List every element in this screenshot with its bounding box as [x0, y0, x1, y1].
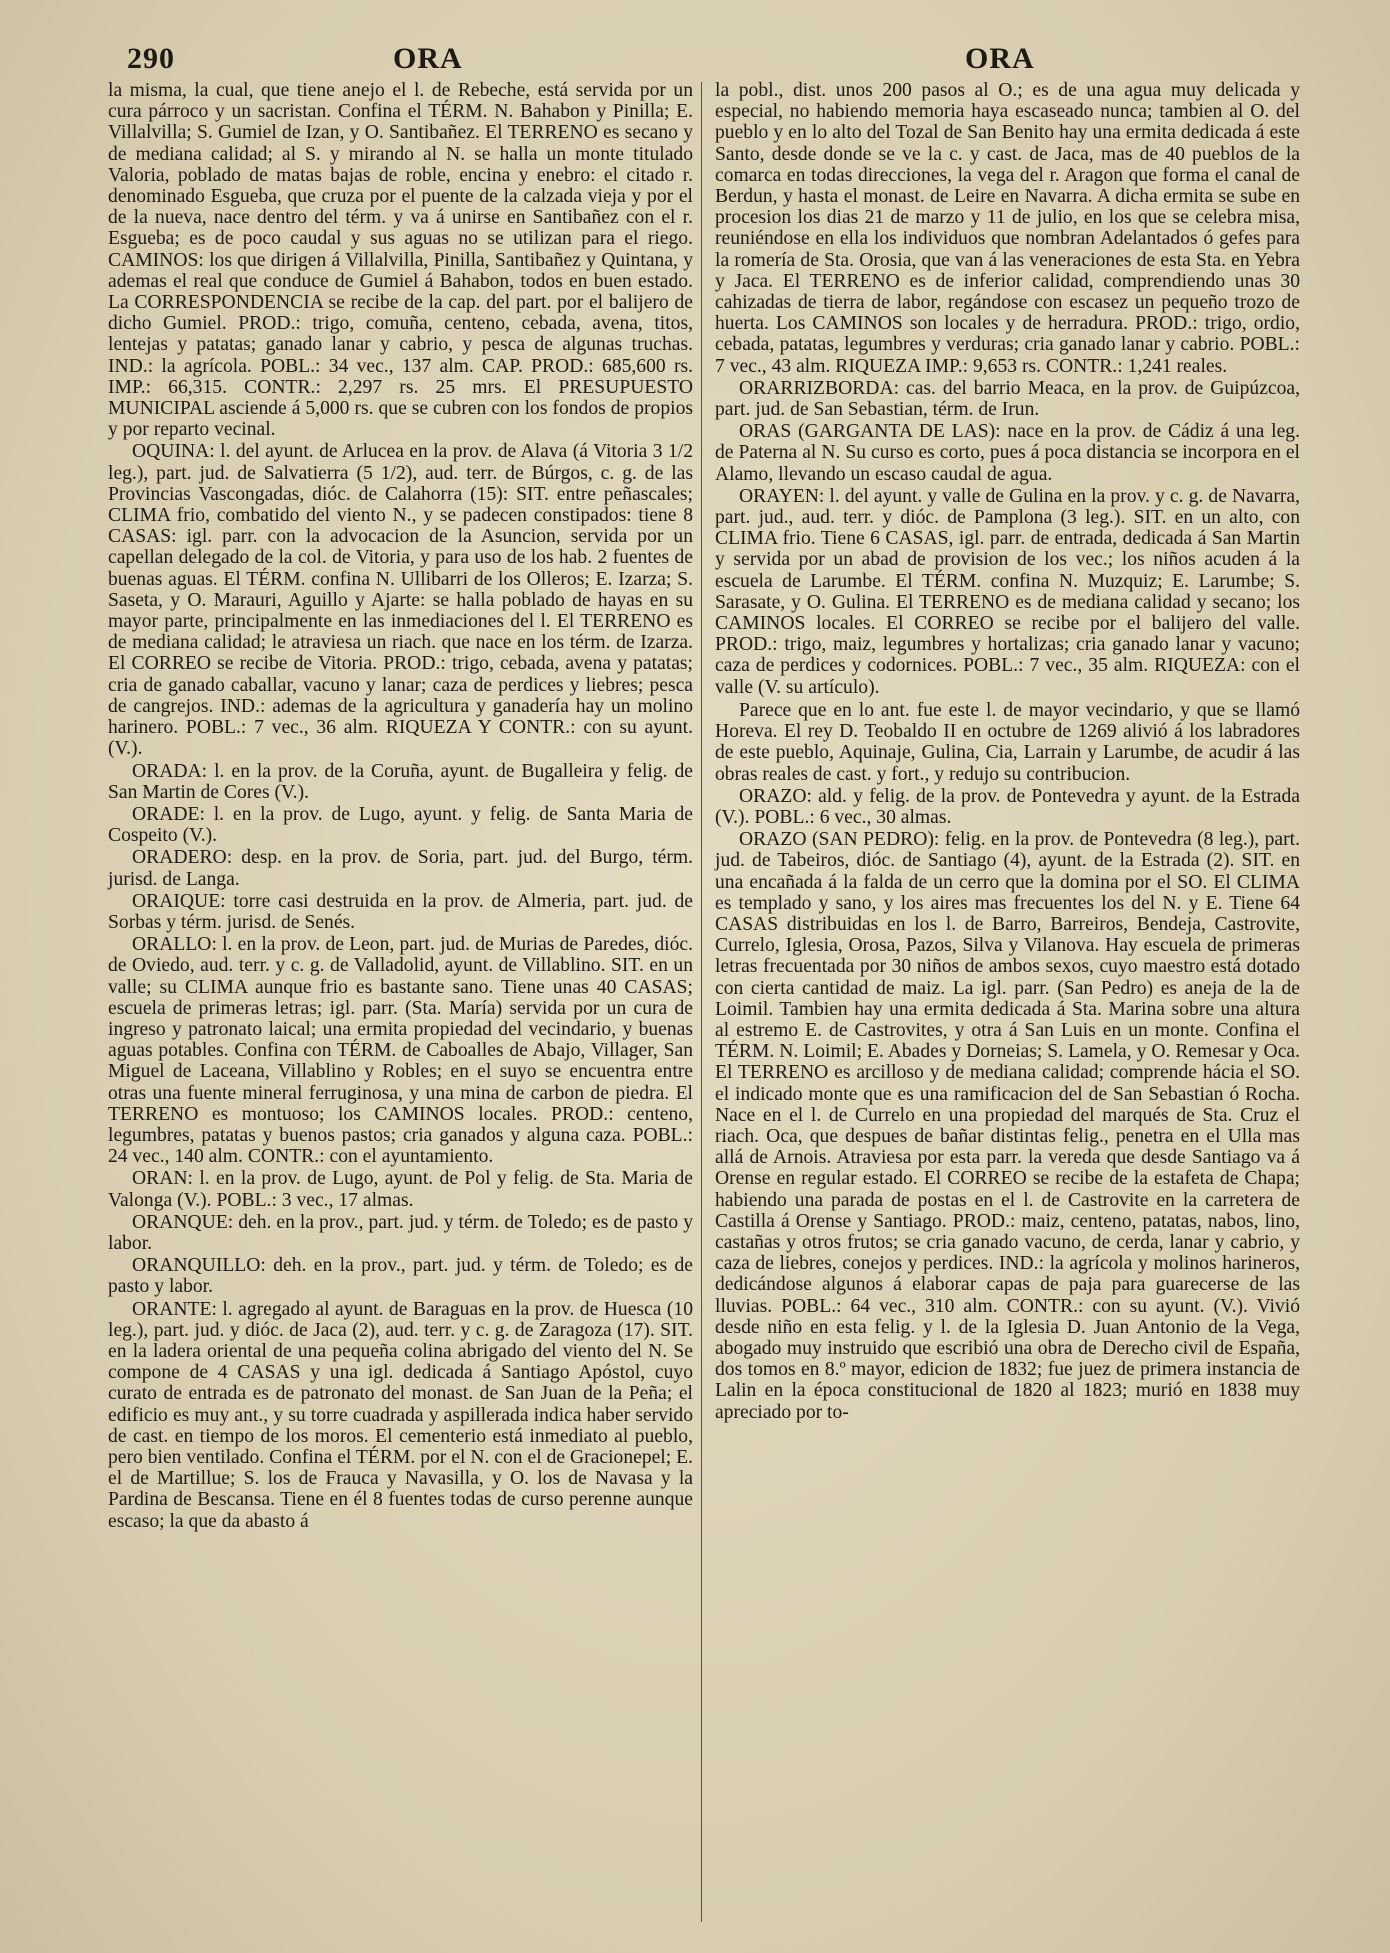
- right-column: [715, 80, 1300, 1424]
- entry-orade: ORADE: l. en la prov. de Lugo, ayunt. y felig. de Santa Maria de Cospeito (V.).: [108, 803, 693, 847]
- left-column: [108, 80, 693, 1533]
- running-header: [105, 42, 1310, 76]
- column-divider: [701, 82, 702, 1922]
- entry-oranquillo: ORANQUILLO: deh. en la prov., part. jud. y térm. de Toledo; es de pasto y labor.: [108, 1255, 693, 1298]
- entry-orarrizborda: ORARRIZBORDA: cas. del barrio Meaca, en la prov. de Guipúzcoa, part. jud. de San Sebastian, térm. de Irun.: [715, 377, 1300, 421]
- entry-orante-continuation: la pobl., dist. unos 200 pasos al O.; es de una agua muy delicada y especial, no habiendo memoria haya escaseado nunca; tambien al O. del pueblo y en lo alto del Tozal de San Benito hay una ermita dedicada á este Santo, desde donde se ve la c. y cast. de Jaca, mas de 40 pueblos de la comarca en todas direcciones, la vega del r. Aragon que forma el canal de Berdun, y hasta el monast. de Leire en Navarra. A dicha ermita se sube en procesion los dias 21 de marzo y 11 de julio, en los que se celebra misa, reuniéndose en ella los individuos que nombran Adelantados ó gefes para la romería de Sta. Orosia, que van á las veneraciones de esta Sta. en Yebra y Jaca. El TERRENO es de inferior calidad, comprendiendo unas 30 cahizadas de tierra de labor, regándose con escasez un pequeño trozo de huerta. Los CAMINOS son locales y de herradura. PROD.: trigo, ordio, cebada, patatas, legumbres y verduras; cria ganado lanar y cabrio. POBL.: 7 vec., 43 alm. RIQUEZA IMP.: 9,653 rs. CONTR.: 1,241 reales.: [715, 80, 1300, 377]
- entry-orazo-san-pedro: ORAZO (SAN PEDRO): felig. en la prov. de Pontevedra (8 leg.), part. jud. de Tabeiros, dióc. de Santiago (4), ayunt. de la Estrada (2). SIT. en una encañada á la falda de un cerro que la domina por el SO. El CLIMA es templado y sano, y los aires mas frecuentes los del N. y E. Tiene 64 CASAS distribuidas en los l. de Barro, Barreiros, Bendeja, Castrovite, Currelo, Iglesia, Orosa, Pazos, Silva y Vilanova. Hay escuela de primeras letras frecuentada por 30 niños de ambos sexos, cuyo maestro está dotado con cierta cantidad de maiz. La igl. parr. (San Pedro) es aneja de la de Loimil. Tambien hay una ermita dedicada á Sta. Marina sobre una altura al estremo E. de Castrovites, y otra á San Luis en un monte. Confina el TÉRM. N. Loimil; E. Abades y Dorneias; S. Lamela, y O. Remesar y Oca. El TERRENO es arcilloso y de mediana calidad; comprende hácia el SO. el indicado monte que es una ramificacion del de San Sebastian ó Rocha. Nace en el l. de Currelo en una propiedad del marqués de Sta. Cruz el riach. Oca, que despues de bañar distintas felig., penetra en el Ulla mas allá de Arnois. Atraviesa por esta parr. la vereda que desde Santiago va á Orense en regular estado. El CORREO se recibe de la estafeta de Chapa; habiendo una parada de postas en el l. de Castrovite en la carretera de Castilla á Orense y Santiago. PROD.: maiz, centeno, patatas, nabos, lino, castañas y otros frutos; se cria ganado vacuno, de cerda, lanar y cabrio, y caza de liebres, conejos y perdices. IND.: la agrícola y molinos harineros, dedicándose algunos á elaborar capas de paja para guarecerse de las lluvias. POBL.: 64 vec., 310 alm. CONTR.: con su ayunt. (V.). Vivió desde niño en esta felig. y l. de la Iglesia D. Juan Antonio de la Vega, abogado muy instruido que escribió una obra de Derecho civil de España, dos tomos en 8.º mayor, edicion de 1832; fue juez de primera instancia de Lalin en la época constitucional de 1820 al 1823; murió en 1838 muy apreciado por to-: [715, 829, 1300, 1423]
- entry-orayen: ORAYEN: l. del ayunt. y valle de Gulina en la prov. y c. g. de Navarra, part. jud., aud. terr. y dióc. de Pamplona (3 leg.). SIT. en un alto, con CLIMA frio. Tiene 6 CASAS, igl. parr. de entrada, dedicada á San Martin y servida por un abad de provision de los vec.; los niños acuden á la escuela de Larumbe. El TÉRM. confina N. Muzquiz; E. Larumbe; S. Sarasate, y O. Gulina. El TERRENO es de mediana calidad y secano; los CAMINOS locales. El CORREO se recibe por el balijero del valle. PROD.: trigo, maiz, legumbres y hortalizas; cria ganado lanar y vacuno; caza de perdices y codornices. POBL.: 7 vec., 35 alm. RIQUEZA: con el valle (V. su artículo).: [715, 485, 1300, 698]
- entry-continuation: la misma, la cual, que tiene anejo el l. de Rebeche, está servida por un cura párroco y un sacristan. Confina el TÉRM. N. Bahabon y Pinilla; E. Villalvilla; S. Gumiel de Izan, y O. Santibañez. El TERRENO es secano y de mediana calidad; al S. y mirando al N. se halla un monte titulado Valoria, poblado de matas bajas de roble, encina y enebro: el citado r. denominado Esgueba, que cruza por el puente de la calzada vieja y por el de la nueva, nace dentro del térm. y va á unirse en Santibañez con el r. Esgueba; es de poco caudal y sus aguas no se utilizan para el riego. CAMINOS: los que dirigen á Villalvilla, Pinilla, Santibañez y Quintana, y ademas el real que conduce de Gumiel á Bahabon, todos en buen estado. La CORRESPONDENCIA se recibe de la cap. del part. por el balijero de dicho Gumiel. PROD.: trigo, comuña, centeno, cebada, avena, titos, lentejas y patatas; ganado lanar y cabrio, y pesca de algunas truchas. IND.: la agrícola. POBL.: 34 vec., 137 alm. CAP. PROD.: 685,600 rs. IMP.: 66,315. CONTR.: 2,297 rs. 25 mrs. El PRESUPUESTO MUNICIPAL asciende á 5,000 rs. que se cubren con los fondos de propios y por reparto vecinal.: [108, 80, 693, 441]
- entry-orante: ORANTE: l. agregado al ayunt. de Baraguas en la prov. de Huesca (10 leg.), part. jud. y dióc. de Jaca (2), aud. terr. y c. g. de Zaragoza (17). SIT. en la ladera oriental de una pequeña colina abrigado del viento del N. Se compone de 4 CASAS y una igl. dedicada á Santiago Apóstol, cuyo curato de entrada es de patronato del monast. de San Juan de la Peña; el edificio es muy ant., y su torre cuadrada y aspillerada indica haber servido de cast. en tiempo de los moros. El cementerio está inmediato al pueblo, pero bien ventilado. Confina el TÉRM. por el N. con el de Gracionepel; E. el de Martillue; S. los de Frauca y Navasilla, y O. los de Navasa y la Pardina de Bescansa. Tiene en él 8 fuentes todas de curso perenne aunque escaso; la que da abasto á: [108, 1298, 693, 1532]
- entry-oranque: ORANQUE: deh. en la prov., part. jud. y térm. de Toledo; es de pasto y labor.: [108, 1211, 693, 1254]
- entry-oras: ORAS (GARGANTA DE LAS): nace en la prov. de Cádiz á una leg. de Paterna al N. Su curso es corto, pues á poca distancia se incorpora en el Alamo, llevando un escaso caudal de agua.: [715, 421, 1300, 485]
- entry-orada: ORADA: l. en la prov. de la Coruña, ayunt. de Bugalleira y felig. de San Martin de Cores (V.).: [108, 760, 693, 803]
- entry-oran: ORAN: l. en la prov. de Lugo, ayunt. de Pol y felig. de Sta. Maria de Valonga (V.). POBL.: 3 vec., 17 almas.: [108, 1168, 693, 1211]
- entry-oraique: ORAIQUE: torre casi destruida en la prov. de Almeria, part. jud. de Sorbas y térm. jurisd. de Senés.: [108, 890, 693, 933]
- entry-orazo: ORAZO: ald. y felig. de la prov. de Pontevedra y ayunt. de la Estrada (V.). POBL.: 6 vec., 30 almas.: [715, 785, 1300, 828]
- page-number: 290: [127, 42, 175, 75]
- entry-oradero: ORADERO: desp. en la prov. de Soria, part. jud. del Burgo, térm. jurisd. de Langa.: [108, 847, 693, 890]
- right-guide-word: ORA: [965, 42, 1035, 75]
- entry-orallo: ORALLO: l. en la prov. de Leon, part. jud. de Murias de Paredes, dióc. de Oviedo, aud. terr. y c. g. de Valladolid, ayunt. de Villablino. SIT. en un valle; su CLIMA aunque frio es bastante sano. Tiene unas 40 CASAS; escuela de primeras letras; igl. parr. (Sta. María) servida por un cura de ingreso y patronato laical; una ermita propiedad del vecindario, y buenas aguas potables. Confina con TÉRM. de Caboalles de Abajo, Villager, San Miguel de Laceana, Villablino y Robles; en el suyo se encuentra entre otras una fuente mineral ferruginosa, y una mina de carbon de piedra. El TERRENO es montuoso; los CAMINOS locales. PROD.: centeno, legumbres, patatas y buenos pastos; cria ganados y alguna caza. POBL.: 24 vec., 140 alm. CONTR.: con el ayuntamiento.: [108, 934, 693, 1168]
- entry-orayen-history: Parece que en lo ant. fue este l. de mayor vecindario, y que se llamó Horeva. El rey D. Teobaldo II en octubre de 1269 alivió á los labradores de este pueblo, Aquinaje, Gulina, Cia, Larrain y Larumbe, de acudir á las obras reales de cast. y fort., y redujo su contribucion.: [715, 699, 1300, 785]
- left-guide-word: ORA: [393, 42, 463, 75]
- entry-oquina: OQUINA: l. del ayunt. de Arlucea en la prov. de Alava (á Vitoria 3 1/2 leg.), part. jud. de Salvatierra (5 1/2), aud. terr. de Búrgos, c. g. de las Provincias Vascongadas, dióc. de Calahorra (15): SIT. entre peñascales; CLIMA frio, combatido del viento N., y se padecen constipados: tiene 8 CASAS: igl. parr. con la advocacion de la Asuncion, servida por un capellan delegado de la col. de Vitoria, y para uso de los hab. 2 fuentes de buenas aguas. El TÉRM. confina N. Ullibarri de los Olleros; E. Izarza; S. Saseta, y O. Marauri, Aguillo y Ajarte: se halla poblado de hayas en su mayor parte, principalmente en las inmediaciones del l. El TERRENO es de mediana calidad; le atraviesa un riach. que nace en los térm. de Izarza. El CORREO se recibe de Vitoria. PROD.: trigo, cebada, avena y patatas; cria de ganado caballar, vacuno y lanar; caza de perdices y liebres; pesca de cangrejos. IND.: ademas de la agricultura y ganadería hay un molino harinero. POBL.: 7 vec., 36 alm. RIQUEZA Y CONTR.: con su ayunt. (V.).: [108, 441, 693, 760]
